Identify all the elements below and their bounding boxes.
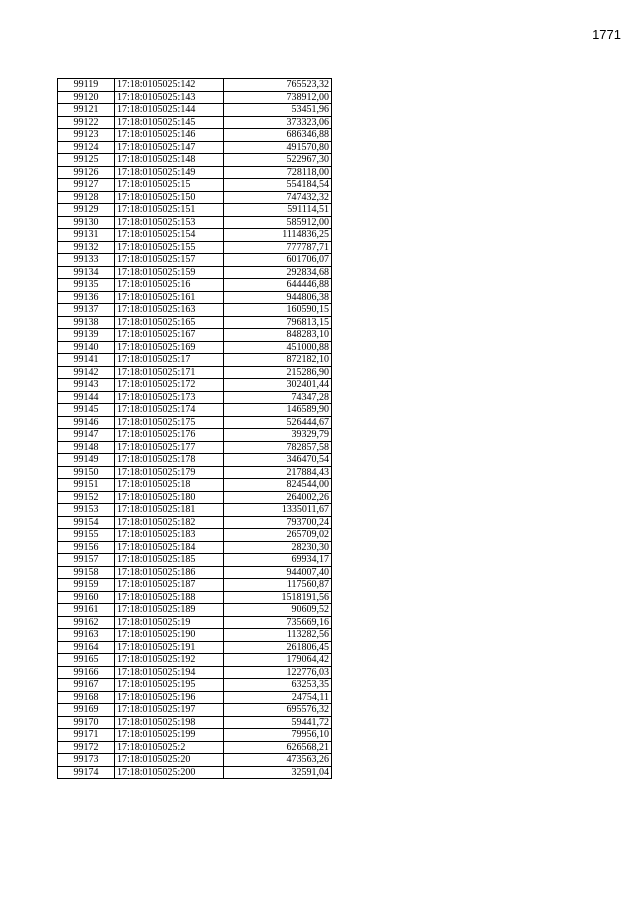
value-cell: 53451,96: [224, 104, 332, 117]
row-number-cell: 99146: [58, 416, 115, 429]
cadastral-number-cell: 17:18:0105025:20: [115, 754, 224, 767]
table-row: [58, 591, 332, 604]
row-number-cell: 99144: [58, 391, 115, 404]
value-cell: 122776,03: [224, 666, 332, 679]
value-cell: 346470,54: [224, 454, 332, 467]
cadastral-number-cell: 17:18:0105025:151: [115, 204, 224, 217]
table-row: [58, 479, 332, 492]
table-row: [58, 679, 332, 692]
value-cell: 1518191,56: [224, 591, 332, 604]
row-number-cell: 99140: [58, 341, 115, 354]
cadastral-number-cell: 17:18:0105025:200: [115, 766, 224, 779]
cadastral-number-cell: 17:18:0105025:182: [115, 516, 224, 529]
cadastral-number-cell: 17:18:0105025:199: [115, 729, 224, 742]
table-body: [58, 79, 332, 779]
cadastral-number-cell: 17:18:0105025:197: [115, 704, 224, 717]
value-cell: 491570,80: [224, 141, 332, 154]
table-row: [58, 266, 332, 279]
row-number-cell: 99149: [58, 454, 115, 467]
value-cell: 160590,15: [224, 304, 332, 317]
row-number-cell: 99127: [58, 179, 115, 192]
row-number-cell: 99123: [58, 129, 115, 142]
cadastral-number-cell: 17:18:0105025:149: [115, 166, 224, 179]
row-number-cell: 99132: [58, 241, 115, 254]
cadastral-number-cell: 17:18:0105025:178: [115, 454, 224, 467]
value-cell: 24754,11: [224, 691, 332, 704]
value-cell: 793700,24: [224, 516, 332, 529]
cadastral-number-cell: 17:18:0105025:181: [115, 504, 224, 517]
row-number-cell: 99119: [58, 79, 115, 92]
row-number-cell: 99155: [58, 529, 115, 542]
table-row: [58, 129, 332, 142]
value-cell: 796813,15: [224, 316, 332, 329]
value-cell: 824544,00: [224, 479, 332, 492]
cadastral-number-cell: 17:18:0105025:195: [115, 679, 224, 692]
cadastral-number-cell: 17:18:0105025:191: [115, 641, 224, 654]
row-number-cell: 99172: [58, 741, 115, 754]
value-cell: 292834,68: [224, 266, 332, 279]
table-row: [58, 579, 332, 592]
cadastral-number-cell: 17:18:0105025:172: [115, 379, 224, 392]
table-row: [58, 404, 332, 417]
table-row: [58, 629, 332, 642]
table-row: [58, 416, 332, 429]
value-cell: 265709,02: [224, 529, 332, 542]
table-row: [58, 654, 332, 667]
cadastral-number-cell: 17:18:0105025:161: [115, 291, 224, 304]
row-number-cell: 99163: [58, 629, 115, 642]
row-number-cell: 99137: [58, 304, 115, 317]
cadastral-number-cell: 17:18:0105025:17: [115, 354, 224, 367]
cadastral-number-cell: 17:18:0105025:159: [115, 266, 224, 279]
cadastral-number-cell: 17:18:0105025:169: [115, 341, 224, 354]
table-row: [58, 754, 332, 767]
cadastral-number-cell: 17:18:0105025:145: [115, 116, 224, 129]
row-number-cell: 99121: [58, 104, 115, 117]
table-row: [58, 529, 332, 542]
row-number-cell: 99151: [58, 479, 115, 492]
table-row: [58, 604, 332, 617]
row-number-cell: 99167: [58, 679, 115, 692]
table-row: [58, 179, 332, 192]
row-number-cell: 99170: [58, 716, 115, 729]
table-row: [58, 304, 332, 317]
cadastral-number-cell: 17:18:0105025:153: [115, 216, 224, 229]
table-row: [58, 154, 332, 167]
table-row: [58, 704, 332, 717]
value-cell: 59441,72: [224, 716, 332, 729]
value-cell: 74347,28: [224, 391, 332, 404]
value-cell: 32591,04: [224, 766, 332, 779]
cadastral-number-cell: 17:18:0105025:167: [115, 329, 224, 342]
value-cell: 90609,52: [224, 604, 332, 617]
value-cell: 117560,87: [224, 579, 332, 592]
table-row: [58, 541, 332, 554]
row-number-cell: 99156: [58, 541, 115, 554]
value-cell: 695576,32: [224, 704, 332, 717]
value-cell: 69934,17: [224, 554, 332, 567]
table-row: [58, 291, 332, 304]
row-number-cell: 99134: [58, 266, 115, 279]
table-row: [58, 366, 332, 379]
cadastral-number-cell: 17:18:0105025:157: [115, 254, 224, 267]
value-cell: 601706,07: [224, 254, 332, 267]
table-row: [58, 491, 332, 504]
row-number-cell: 99138: [58, 316, 115, 329]
value-cell: 146589,90: [224, 404, 332, 417]
cadastral-number-cell: 17:18:0105025:183: [115, 529, 224, 542]
cadastral-number-cell: 17:18:0105025:198: [115, 716, 224, 729]
table-row: [58, 191, 332, 204]
value-cell: 738912,00: [224, 91, 332, 104]
row-number-cell: 99171: [58, 729, 115, 742]
row-number-cell: 99160: [58, 591, 115, 604]
value-cell: 215286,90: [224, 366, 332, 379]
row-number-cell: 99164: [58, 641, 115, 654]
table-row: [58, 729, 332, 742]
table-row: [58, 379, 332, 392]
value-cell: 765523,32: [224, 79, 332, 92]
cadastral-number-cell: 17:18:0105025:143: [115, 91, 224, 104]
value-cell: 735669,16: [224, 616, 332, 629]
cadastral-number-cell: 17:18:0105025:176: [115, 429, 224, 442]
cadastral-number-cell: 17:18:0105025:174: [115, 404, 224, 417]
table-row: [58, 391, 332, 404]
cadastral-number-cell: 17:18:0105025:175: [115, 416, 224, 429]
value-cell: 522967,30: [224, 154, 332, 167]
value-cell: 644446,88: [224, 279, 332, 292]
row-number-cell: 99124: [58, 141, 115, 154]
value-cell: 217884,43: [224, 466, 332, 479]
value-cell: 728118,00: [224, 166, 332, 179]
cadastral-number-cell: 17:18:0105025:16: [115, 279, 224, 292]
table-row: [58, 254, 332, 267]
row-number-cell: 99150: [58, 466, 115, 479]
table-row: [58, 504, 332, 517]
table-row: [58, 204, 332, 217]
row-number-cell: 99145: [58, 404, 115, 417]
value-cell: 554184,54: [224, 179, 332, 192]
row-number-cell: 99135: [58, 279, 115, 292]
cadastral-number-cell: 17:18:0105025:171: [115, 366, 224, 379]
table-row: [58, 79, 332, 92]
table-row: [58, 454, 332, 467]
cadastral-number-cell: 17:18:0105025:163: [115, 304, 224, 317]
row-number-cell: 99165: [58, 654, 115, 667]
cadastral-number-cell: 17:18:0105025:15: [115, 179, 224, 192]
cadastral-number-cell: 17:18:0105025:165: [115, 316, 224, 329]
cadastral-number-cell: 17:18:0105025:187: [115, 579, 224, 592]
table-row: [58, 329, 332, 342]
row-number-cell: 99126: [58, 166, 115, 179]
cadastral-number-cell: 17:18:0105025:150: [115, 191, 224, 204]
table-row: [58, 566, 332, 579]
table-row: [58, 316, 332, 329]
value-cell: 473563,26: [224, 754, 332, 767]
table-row: [58, 216, 332, 229]
row-number-cell: 99133: [58, 254, 115, 267]
table-row: [58, 104, 332, 117]
value-cell: 585912,00: [224, 216, 332, 229]
cadastral-number-cell: 17:18:0105025:18: [115, 479, 224, 492]
row-number-cell: 99139: [58, 329, 115, 342]
table-row: [58, 166, 332, 179]
row-number-cell: 99131: [58, 229, 115, 242]
row-number-cell: 99148: [58, 441, 115, 454]
value-cell: 591114,51: [224, 204, 332, 217]
row-number-cell: 99166: [58, 666, 115, 679]
row-number-cell: 99153: [58, 504, 115, 517]
table-row: [58, 229, 332, 242]
data-table: [57, 78, 332, 779]
cadastral-number-cell: 17:18:0105025:177: [115, 441, 224, 454]
value-cell: 747432,32: [224, 191, 332, 204]
value-cell: 1114836,25: [224, 229, 332, 242]
row-number-cell: 99159: [58, 579, 115, 592]
row-number-cell: 99147: [58, 429, 115, 442]
value-cell: 28230,30: [224, 541, 332, 554]
value-cell: 777787,71: [224, 241, 332, 254]
value-cell: 179064,42: [224, 654, 332, 667]
cadastral-number-cell: 17:18:0105025:179: [115, 466, 224, 479]
table-row: [58, 116, 332, 129]
value-cell: 302401,44: [224, 379, 332, 392]
row-number-cell: 99154: [58, 516, 115, 529]
table-row: [58, 279, 332, 292]
value-cell: 944007,40: [224, 566, 332, 579]
value-cell: 79956,10: [224, 729, 332, 742]
value-cell: 848283,10: [224, 329, 332, 342]
cadastral-number-cell: 17:18:0105025:185: [115, 554, 224, 567]
row-number-cell: 99142: [58, 366, 115, 379]
cadastral-number-cell: 17:18:0105025:173: [115, 391, 224, 404]
cadastral-number-cell: 17:18:0105025:188: [115, 591, 224, 604]
row-number-cell: 99130: [58, 216, 115, 229]
table-row: [58, 91, 332, 104]
table-row: [58, 141, 332, 154]
cadastral-number-cell: 17:18:0105025:196: [115, 691, 224, 704]
table-row: [58, 766, 332, 779]
row-number-cell: 99169: [58, 704, 115, 717]
cadastral-number-cell: 17:18:0105025:190: [115, 629, 224, 642]
cadastral-number-cell: 17:18:0105025:2: [115, 741, 224, 754]
cadastral-number-cell: 17:18:0105025:19: [115, 616, 224, 629]
row-number-cell: 99122: [58, 116, 115, 129]
row-number-cell: 99120: [58, 91, 115, 104]
row-number-cell: 99128: [58, 191, 115, 204]
value-cell: 526444,67: [224, 416, 332, 429]
table-row: [58, 354, 332, 367]
table-row: [58, 716, 332, 729]
value-cell: 451000,88: [224, 341, 332, 354]
row-number-cell: 99158: [58, 566, 115, 579]
table-row: [58, 429, 332, 442]
cadastral-number-cell: 17:18:0105025:155: [115, 241, 224, 254]
table-row: [58, 741, 332, 754]
cadastral-number-cell: 17:18:0105025:146: [115, 129, 224, 142]
table-row: [58, 441, 332, 454]
row-number-cell: 99125: [58, 154, 115, 167]
table-row: [58, 516, 332, 529]
value-cell: 39329,79: [224, 429, 332, 442]
page-number: 1771: [592, 27, 621, 42]
cadastral-number-cell: 17:18:0105025:192: [115, 654, 224, 667]
table-row: [58, 666, 332, 679]
table-row: [58, 616, 332, 629]
table-row: [58, 641, 332, 654]
row-number-cell: 99168: [58, 691, 115, 704]
cadastral-number-cell: 17:18:0105025:154: [115, 229, 224, 242]
value-cell: 686346,88: [224, 129, 332, 142]
value-cell: 872182,10: [224, 354, 332, 367]
value-cell: 782857,58: [224, 441, 332, 454]
value-cell: 63253,35: [224, 679, 332, 692]
row-number-cell: 99143: [58, 379, 115, 392]
row-number-cell: 99129: [58, 204, 115, 217]
cadastral-number-cell: 17:18:0105025:194: [115, 666, 224, 679]
value-cell: 264002,26: [224, 491, 332, 504]
table-row: [58, 466, 332, 479]
table-row: [58, 341, 332, 354]
cadastral-number-cell: 17:18:0105025:144: [115, 104, 224, 117]
value-cell: 373323,06: [224, 116, 332, 129]
value-cell: 944806,38: [224, 291, 332, 304]
row-number-cell: 99174: [58, 766, 115, 779]
row-number-cell: 99157: [58, 554, 115, 567]
row-number-cell: 99161: [58, 604, 115, 617]
row-number-cell: 99136: [58, 291, 115, 304]
row-number-cell: 99162: [58, 616, 115, 629]
value-cell: 626568,21: [224, 741, 332, 754]
row-number-cell: 99152: [58, 491, 115, 504]
table-row: [58, 554, 332, 567]
cadastral-number-cell: 17:18:0105025:148: [115, 154, 224, 167]
row-number-cell: 99141: [58, 354, 115, 367]
cadastral-number-cell: 17:18:0105025:147: [115, 141, 224, 154]
value-cell: 113282,56: [224, 629, 332, 642]
row-number-cell: 99173: [58, 754, 115, 767]
table-row: [58, 241, 332, 254]
cadastral-number-cell: 17:18:0105025:184: [115, 541, 224, 554]
value-cell: 1335011,67: [224, 504, 332, 517]
cadastral-number-cell: 17:18:0105025:186: [115, 566, 224, 579]
cadastral-number-cell: 17:18:0105025:180: [115, 491, 224, 504]
cadastral-number-cell: 17:18:0105025:142: [115, 79, 224, 92]
cadastral-number-cell: 17:18:0105025:189: [115, 604, 224, 617]
value-cell: 261806,45: [224, 641, 332, 654]
table-row: [58, 691, 332, 704]
